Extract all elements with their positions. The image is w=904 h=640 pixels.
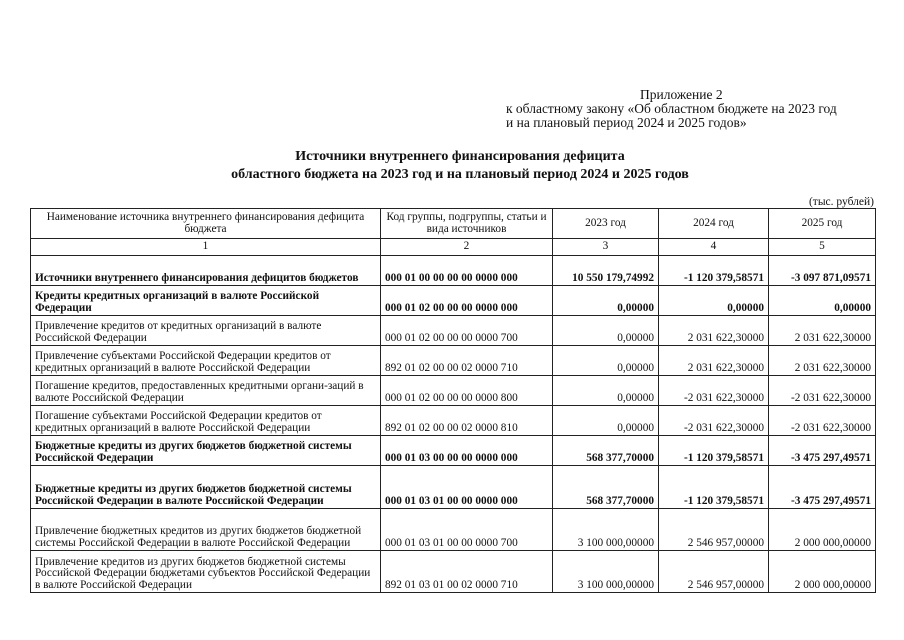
annex-law-period: и на плановый период 2024 и 2025 годов» [506,115,747,130]
row-value-2025: -2 031 622,30000 [769,376,876,406]
row-value-2024: -2 031 622,30000 [659,376,769,406]
row-value-2025: 2 000 000,00000 [769,509,876,551]
row-name: Погашение кредитов, предоставленных кредитными органи-заций в валюте Российской Федерации [31,376,381,406]
row-value-2024: 0,00000 [659,286,769,316]
row-name: Погашение субъектами Российской Федерации кредитов от кредитных организаций в валюте Российской Федерации [31,406,381,436]
row-value-2024: -1 120 379,58571 [659,256,769,286]
row-value-2024: -1 120 379,58571 [659,436,769,466]
table-header-row [31,209,876,239]
row-value-2024: 2 546 957,00000 [659,551,769,593]
row-value-2025: -2 031 622,30000 [769,406,876,436]
table-row [31,376,876,406]
row-value-2023: 0,00000 [553,316,659,346]
table-row [31,256,876,286]
header-2024: 2024 год [659,209,769,239]
row-value-2024: 2 031 622,30000 [659,346,769,376]
column-index: 2 [381,239,553,256]
column-index: 1 [31,239,381,256]
annex-note [506,88,886,130]
row-value-2024: -2 031 622,30000 [659,406,769,436]
row-code: 000 01 03 00 00 00 0000 000 [381,436,553,466]
row-name: Бюджетные кредиты из других бюджетов бюджетной системы Российской Федерации в валюте Российской Федерации [31,466,381,509]
row-value-2023: 0,00000 [553,346,659,376]
table-row [31,346,876,376]
row-code: 000 01 03 01 00 00 0000 700 [381,509,553,551]
document-title [150,148,770,184]
title-line-1: Источники внутреннего финансирования дефицита [295,149,625,164]
header-code: Код группы, подгруппы, статьи и вида источников [381,209,553,239]
row-value-2025: 2 000 000,00000 [769,551,876,593]
row-value-2023: 0,00000 [553,406,659,436]
units-label: (тыс. рублей) [808,196,874,208]
table-row [31,316,876,346]
table-row [31,551,876,593]
row-name: Привлечение кредитов от кредитных организаций в валюте Российской Федерации [31,316,381,346]
row-value-2023: 0,00000 [553,376,659,406]
row-value-2025: -3 475 297,49571 [769,436,876,466]
table-row [31,406,876,436]
row-value-2025: -3 097 871,09571 [769,256,876,286]
column-index-row [31,239,876,256]
row-value-2023: 568 377,70000 [553,466,659,509]
row-value-2025: 2 031 622,30000 [769,316,876,346]
row-code: 000 01 02 00 00 00 0000 700 [381,316,553,346]
row-name: Привлечение субъектами Российской Федерации кредитов от кредитных организаций в валюте Российской Федерации [31,346,381,376]
row-code: 892 01 03 01 00 02 0000 710 [381,551,553,593]
header-2025: 2025 год [769,209,876,239]
table-row [31,509,876,551]
column-index: 3 [553,239,659,256]
sources-table [30,208,876,593]
row-name: Бюджетные кредиты из других бюджетов бюджетной системы Российской Федерации [31,436,381,466]
header-name: Наименование источника внутреннего финансирования дефицита бюджета [31,209,381,239]
row-name: Привлечение кредитов из других бюджетов бюджетной системы Российской Федерации бюджетами субъектов Российской Федерации в валюте Российской Федерации [31,551,381,593]
annex-law-ref: к областному закону «Об областном бюджете на 2023 год [506,101,837,116]
table-row [31,466,876,509]
row-value-2025: 0,00000 [769,286,876,316]
row-value-2024: -1 120 379,58571 [659,466,769,509]
row-code: 892 01 02 00 00 02 0000 810 [381,406,553,436]
row-value-2024: 2 546 957,00000 [659,509,769,551]
column-index: 5 [769,239,876,256]
row-code: 000 01 03 01 00 00 0000 000 [381,466,553,509]
row-value-2023: 10 550 179,74992 [553,256,659,286]
row-name: Кредиты кредитных организаций в валюте Российской Федерации [31,286,381,316]
row-value-2023: 3 100 000,00000 [553,551,659,593]
row-value-2023: 0,00000 [553,286,659,316]
row-code: 000 01 02 00 00 00 0000 000 [381,286,553,316]
table-row [31,436,876,466]
row-value-2023: 568 377,70000 [553,436,659,466]
row-value-2025: -3 475 297,49571 [769,466,876,509]
row-name: Источники внутреннего финансирования дефицитов бюджетов [31,256,381,286]
column-index: 4 [659,239,769,256]
table-row [31,286,876,316]
row-value-2025: 2 031 622,30000 [769,346,876,376]
header-2023: 2023 год [553,209,659,239]
row-value-2024: 2 031 622,30000 [659,316,769,346]
row-name: Привлечение бюджетных кредитов из других бюджетов бюджетной системы Российской Федерации в валюте Российской Федерации [31,509,381,551]
row-code: 000 01 02 00 00 00 0000 800 [381,376,553,406]
annex-number: Приложение 2 [640,87,723,102]
row-value-2023: 3 100 000,00000 [553,509,659,551]
row-code: 892 01 02 00 00 02 0000 710 [381,346,553,376]
title-line-2: областного бюджета на 2023 год и на плановый период 2024 и 2025 годов [231,167,689,182]
row-code: 000 01 00 00 00 00 0000 000 [381,256,553,286]
